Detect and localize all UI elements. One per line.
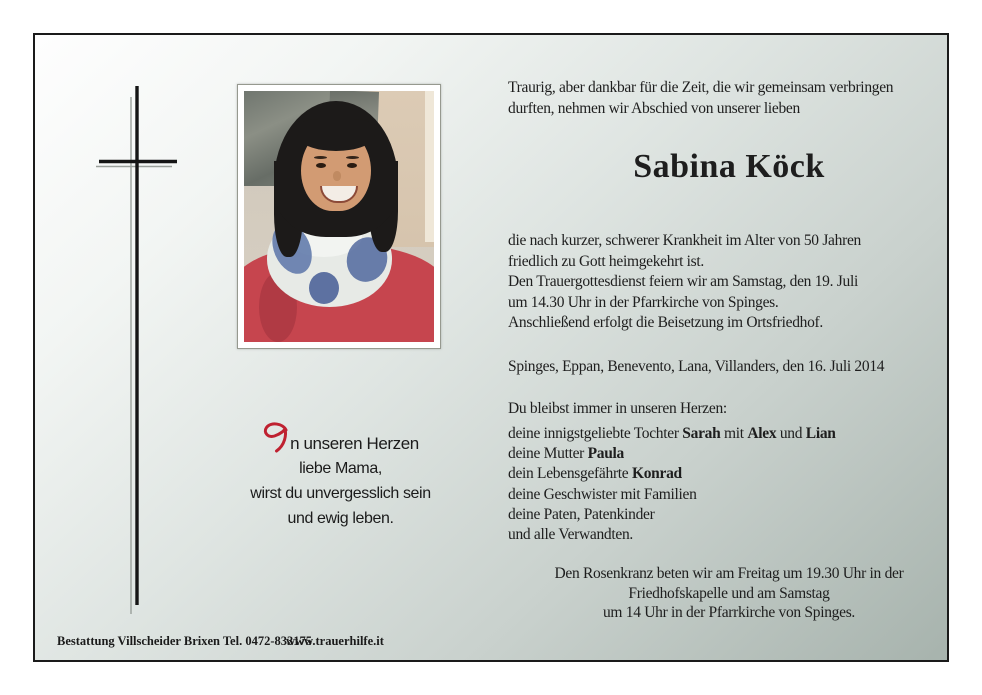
mourner-line: [508, 485, 950, 505]
funeral-home-info: Bestattung Villscheider Brixen Tel. 0472-833175: [57, 634, 312, 648]
mourner-line: [508, 525, 950, 545]
memorial-initial: [290, 421, 291, 422]
mourner-text: deine Paten, Patenkinder: [508, 505, 655, 523]
rosary-line: um 14 Uhr in der Pfarrkirche von Spinges.: [602, 604, 855, 622]
rosary-line: Den Rosenkranz beten wir am Freitag um 19.30 Uhr in der: [554, 565, 904, 582]
mourners-list: [508, 424, 950, 545]
website-url: www.trauerhilfe.it: [286, 634, 384, 648]
memorial-verse-text: n unseren Herzen: [290, 434, 419, 453]
mourner-line: [508, 424, 950, 444]
mourner-text: deine Geschwister mit Familien: [508, 485, 697, 503]
memorial-card: [33, 33, 949, 662]
mourner-text: und alle Verwandten.: [508, 526, 633, 544]
mourner-text: mit: [720, 425, 748, 442]
script-initial-icon: [262, 421, 289, 455]
memorial-verse-line: [193, 421, 488, 456]
memorial-verse-line: liebe Mama,: [299, 460, 382, 477]
photo-frame: [237, 84, 441, 349]
intro-line: durften, nehmen wir Abschied von unserer lieben: [508, 99, 800, 117]
portrait-photo: [244, 91, 434, 342]
photo-eye: [316, 163, 326, 168]
memorial-verse: [193, 421, 488, 531]
body-line: die nach kurzer, schwerer Krankheit im Alter von 50 Jahren: [508, 232, 861, 249]
announcement-body: [508, 231, 950, 334]
body-line: um 14.30 Uhr in der Pfarrkirche von Spinges.: [508, 293, 779, 311]
mourner-text: deine innigstgeliebte Tochter: [508, 425, 683, 442]
mourner-name: Alex: [747, 425, 777, 442]
photo-scarf-pattern: [309, 272, 339, 305]
deceased-name: Sabina Köck: [633, 148, 825, 185]
photo-eye: [347, 163, 357, 168]
mourner-line: [508, 464, 950, 484]
memorial-verse-line: und ewig leben.: [287, 510, 394, 527]
remembrance-intro: Du bleibst immer in unseren Herzen:: [508, 400, 727, 417]
body-line: Anschließend erfolgt die Beisetzung im Ortsfriedhof.: [508, 314, 823, 332]
mourner-name: Lian: [805, 425, 836, 442]
mourner-name: Konrad: [631, 465, 682, 483]
memorial-verse-line: wirst du unvergesslich sein: [250, 485, 431, 502]
body-line: friedlich zu Gott heimgekehrt ist.: [508, 252, 704, 270]
mourner-line: [508, 505, 950, 525]
intro-text: [508, 78, 950, 119]
intro-line: Traurig, aber dankbar für die Zeit, die wir gemeinsam verbringen: [508, 79, 894, 96]
cross-icon: [35, 35, 245, 635]
mourner-line: [508, 444, 950, 464]
mourner-text: dein Lebensgefährte: [508, 465, 632, 483]
photo-background-wall-edge: [425, 91, 435, 242]
mourner-name: Paula: [587, 445, 625, 463]
mourner-text: deine Mutter: [508, 445, 588, 463]
mourner-text: und: [776, 425, 806, 442]
body-line: Den Trauergottesdienst feiern wir am Samstag, den 19. Juli: [508, 273, 858, 291]
rosary-note: [508, 564, 950, 623]
rosary-line: Friedhofskapelle und am Samstag: [628, 584, 830, 602]
mourner-name: Sarah: [682, 425, 721, 442]
places-date-line: Spinges, Eppan, Benevento, Lana, Villanders, den 16. Juli 2014: [508, 358, 885, 375]
